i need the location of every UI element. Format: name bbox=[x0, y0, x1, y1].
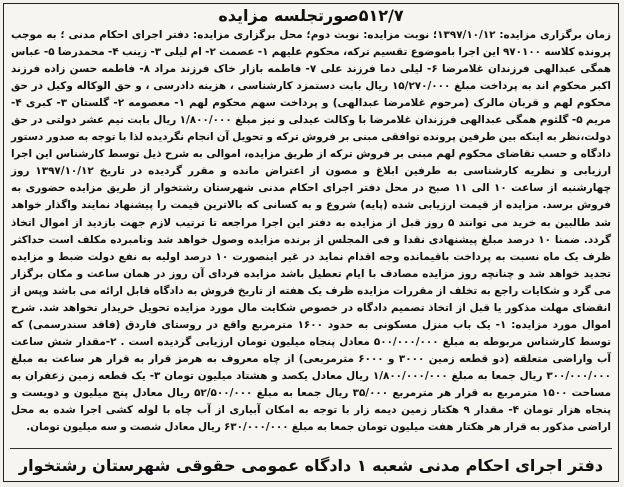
footer-divider bbox=[10, 448, 612, 449]
notice-footer: دفتر اجرای احکام مدنی شعبه ۱ دادگاه عمومی حقوقی شهرستان رشتخوار bbox=[18, 456, 604, 475]
notice-body: زمان برگزاری مزایده: ۱۳۹۷/۱۰/۱۲؛ نوبت مزایده: نوبت دوم؛ محل برگزاری مزایده: دفتر اجرای احکام مدنی ؛ به موجب پرونده کلاسه ۹۷۰۱۰۰ این اجرا باموضوع تقسیم ترکه، محکوم علیهم ۱- عصمت ۲- ام لیلی ۳- زینب ۴- محمدرضا ۵- عباس همگی عبدالهی فرزندان غلامرضا ۶- لیلی دما فرزند علی ۷- فاطمه بازار خاک فرزند مراد ۸- فاطمه حسن زاده فرزند اکبر محکوم اند به پرداخت مبلغ ۱۵/۲۷۰/۰۰۰ ریال بابت دستمزد کارشناسی ، هزینه دادرسی ، و حق الوکاله وکیل در حق محکوم لهم و قربان مالرک (مرحوم غلامرضا عبدالهی) و پرداخت سهم محکوم لهم ۱- معصومه ۲- گلستان ۳- کبری ۴- مریم ۵- گلثوم همگی عبدالهی فرزندان غلامرضا با وکالت عیدلی و نیز مبلغ ۱/۸۰۰/۰۰۰ ریال بابت نیم عشر دولتی در حق دولت،نظر به اینکه بین طرفین پرونده توافقی مبنی بر فروش ترکه و تحویل آن انجام نگردیده لذا با توجه به صدور دستور دادگاه و حسب تقاضای محکوم لهم مبنی بر فروش ترکه از طریق مزایده، اموالی به شرح ذیل توسط کارشناس این اجرا ارزیابی و نظریه کارشناسی به طرفین ابلاغ و مصون از اعتراض مانده و مقرر گردیده در تاریخ ۱۳۹۷/۱۰/۱۲ روز چهارشنبه از ساعت ۱۰ الی ۱۱ صبح در محل دفتر اجرای احکام مدنی شهرستان رشتخوار از طریق مزایده حضوری به فروش برسد. مزایده از قیمت ارزیابی شده (پایه) شروع و به کسانی که بالاترین قیمت را پیشنهاد نمایند واگذار خواهد شد طالبین به خرید می توانند ۵ روز قبل از مزایده به دفتر این اجرا مراجعه تا ترتیب لازم جهت بازدید از اموال اتخاذ گردد. ضمنا ۱۰ درصد مبلغ پیشنهادی نقدا و فی المجلس از برنده مزایده وصول خواهد شد ونامبرده مکلف است حداکثر ظرف یک ماه نسبت به پرداخت باقیمانده وجه اقدام نماید در غیر اینصورت ۱۰ درصد اولیه به نفع دولت ضبط و مزایده تجدید خواهد شد و چنانچه روز مزایده مصادف با ایام تعطیل باشد مزایده فردای آن روز در همان ساعت و مکان برگزار می گرد و شکایات راجع به تخلف از مقررات مزایده ظرف یک هفته از تاریخ فروش به دادگاه قابل ارائه می باشد وپس از انقضای مهلت مذکور یا قبل از اتخاذ تصمیم دادگاه در خصوص شکایت مال مورد مزایده تحویل خریدار نخواهد شد. شرح اموال مورد مزایده: ۱- یک باب منزل مسکونی به حدود ۱۶۰۰ مترمربع واقع در روستای فاردق (فاقد سندرسمی) که توسط کارشناس مربوطه به مبلغ ۵۰۰/۰۰۰/۰۰۰ معادل پنجاه میلیون تومان ارزیابی گردیده است . ۲-مقدار شش ساعت آب واراضی متعلقه (دو قطعه زمین ۳۰۰۰ و ۶۰۰۰ مترمربعی) از چاه معروف به هرمز قرار به قرار هر ساعت به مبلغ ۳۰۰/۰۰۰/۰۰۰ ریال جمعا به مبلغ ۱/۸۰۰/۰۰۰/۰۰۰ ریال معادل یکصد و هشتاد میلیون تومان ۳- یک قطعه زمین زعفران به مساحت ۱۵۰۰ مترمربع به قرار هر مترمربع ۳۵/۰۰۰ ریال جمعا به مبلغ ۵۲/۵۰۰/۰۰۰ ریال معادل پنج میلیون و دویست و پنجاه هزار تومان ۴- مقدار ۹ هکتار زمین دیمه زار با توجه به امکان آبیاری از آب چاه با لوله کشی اجرا شده به محل اراضی مذکور به قرار هر هکتار هفت میلیون تومان جمعا به مبلغ ۶۳۰/۰۰۰/۰۰۰ ریال معادل شصت و سه میلیون تومان. bbox=[11, 29, 612, 434]
auction-notice bbox=[3, 3, 619, 482]
notice-title: ۵۱۲/۷صورتجلسه مزایده bbox=[218, 6, 404, 25]
